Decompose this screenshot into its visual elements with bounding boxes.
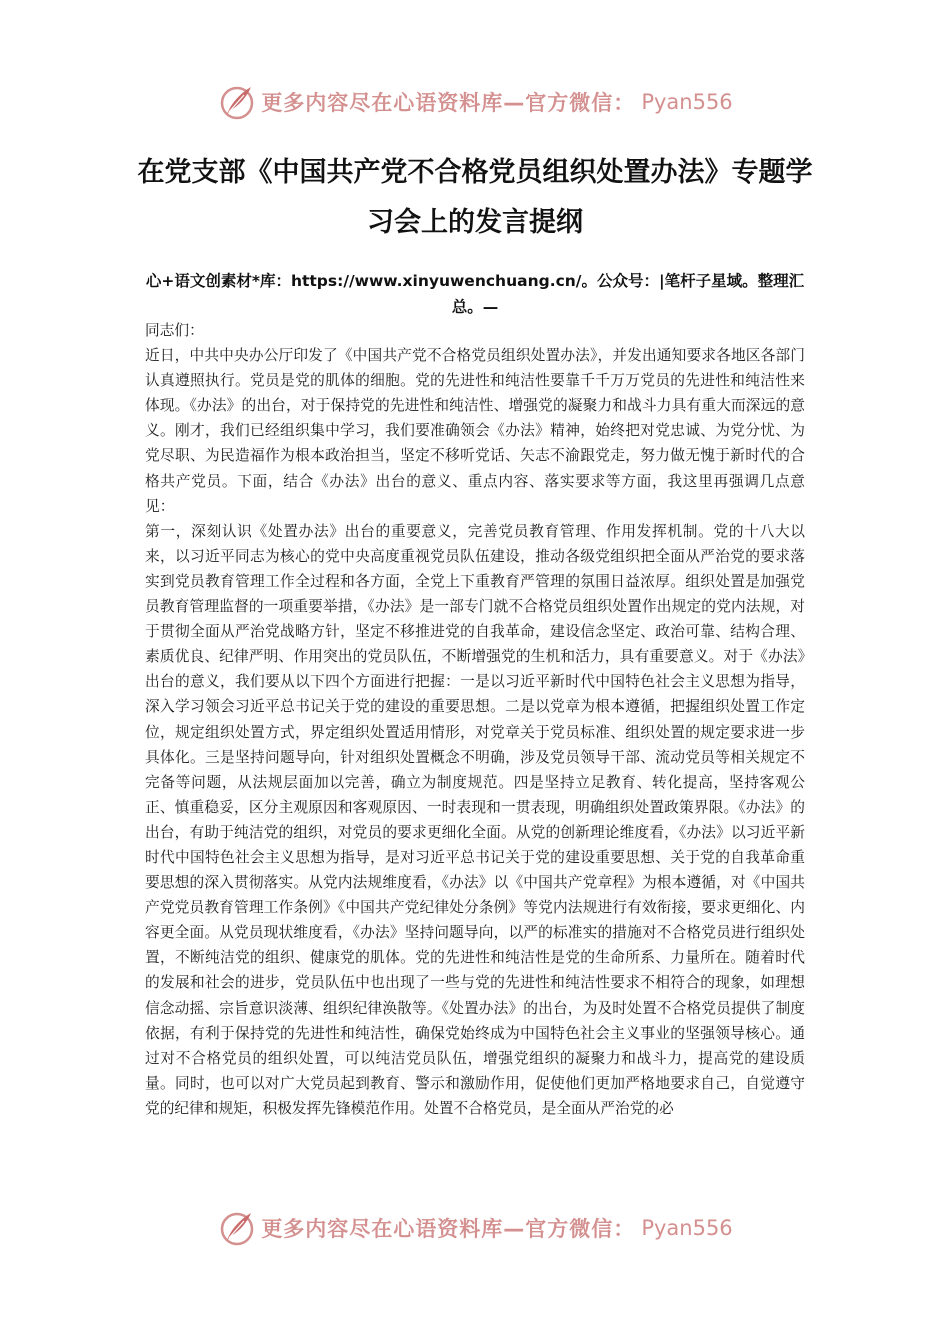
banner-wechat-handle: Pyan556 bbox=[641, 1216, 733, 1240]
source-line: 心+语文创素材*库：https://www.xinyuwenchuang.cn/。公众号：|笔杆子星域。整理汇总。— bbox=[145, 272, 805, 316]
header-banner bbox=[0, 80, 950, 124]
banner-text: 更多内容尽在心语资料库—官方微信： bbox=[261, 1217, 636, 1241]
paragraph-2: 第一，深刻认识《处置办法》出台的重要意义，完善党员教育管理、作用发挥机制。党的十八大以来，以习近平同志为核心的党中央高度重视党员队伍建设，推动各级党组织把全面从严治党的要求落实到党员教育管理工作全过程和各方面，全党上下重教育严管理的氛围日益浓厚。组织处置是加强党员教育管理监督的一项重要举措，《办法》是一部专门就不合格党员组织处置作出规定的党内法规，对于贯彻全面从严治党战略方针，坚定不移推进党的自我革命，建设信念坚定、政治可靠、结构合理、素质优良、纪律严明、作用突出的党员队伍，不断增强党的生机和活力，具有重要意义。对于《办法》出台的意义，我们要从以下四个方面进行把握：一是以习近平新时代中国特色社会主义思想为指导，深入学习领会习近平总书记关于党的建设的重要思想。二是以党章为根本遵循，把握组织处置工作定位，规定组织处置方式，界定组织处置适用情形，对党章关于党员标准、组织处置的规定要求进一步具体化。三是坚持问题导向，针对组织处置概念不明确，涉及党员领导干部、流动党员等相关规定不完备等问题，从法规层面加以完善，确立为制度规范。四是坚持立足教育、转化提高，坚持客观公正、慎重稳妥，区分主观原因和客观原因、一时表现和一贯表现，明确组织处置政策界限。《办法》的出台，有助于纯洁党的组织，对党员的要求更细化全面。从党的创新理论维度看，《办法》以习近平新时代中国特色社会主义思想为指导，是对习近平总书记关于党的建设重要思想、关于党的自我革命重要思想的深入贯彻落实。从党内法规维度看，《办法》以《中国共产党章程》为根本遵循，对《中国共产党党员教育管理工作条例》《中国共产党纪律处分条例》等党内法规进行有效衔接，要求更细化、内容更全面。从党员现状维度看，《办法》坚持问题导向，以严的标准实的措施对不合格党员进行组织处置，不断纯洁党的组织、健康党的肌体。党的先进性和纯洁性是党的生命所系、力量所在。随着时代的发展和社会的进步，党员队伍中也出现了一些与党的先进性和纯洁性要求不相符合的现象，如理想信念动摇、宗旨意识淡薄、组织纪律涣散等。《处置办法》的出台，为及时处置不合格党员提供了制度依据，有利于保持党的先进性和纯洁性，确保党始终成为中国特色社会主义事业的坚强领导核心。通过对不合格党员的组织处置，可以纯洁党员队伍，增强党组织的凝聚力和战斗力，提高党的建设质量。同时，也可以对广大党员起到教育、警示和激励作用，促使他们更加严格地要求自己，自觉遵守党的纪律和规矩，积极发挥先锋模范作用。处置不合格党员，是全面从严治党的必 bbox=[145, 522, 805, 1117]
quill-logo-icon bbox=[217, 82, 257, 122]
footer-banner bbox=[0, 1206, 950, 1250]
banner-wechat-handle: Pyan556 bbox=[641, 90, 733, 114]
greeting: 同志们： bbox=[145, 322, 204, 339]
paragraph-1: 近日，中共中央办公厅印发了《中国共产党不合格党员组织处置办法》，并发出通知要求各地区各部门认真遵照执行。党员是党的肌体的细胞。党的先进性和纯洁性要靠千千万万党员的先进性和纯洁性来体现。《办法》的出台，对于保持党的先进性和纯洁性、增强党的凝聚力和战斗力具有重大而深远的意义。刚才，我们已经组织集中学习，我们要准确领会《办法》精神，始终把对党忠诚、为党分忧、为党尽职、为民造福作为根本政治担当，坚定不移听党话、矢志不渝跟党走，努力做无愧于新时代的合格共产党员。下面，结合《办法》出台的意义、重点内容、落实要求等方面，我这里再强调几点意见： bbox=[145, 347, 805, 515]
banner-text: 更多内容尽在心语资料库—官方微信： bbox=[261, 91, 636, 115]
document-title: 在党支部《中国共产党不合格党员组织处置办法》专题学习会上的发言提纲 bbox=[137, 157, 813, 238]
quill-logo-icon bbox=[217, 1208, 257, 1248]
document-body bbox=[145, 318, 805, 1121]
